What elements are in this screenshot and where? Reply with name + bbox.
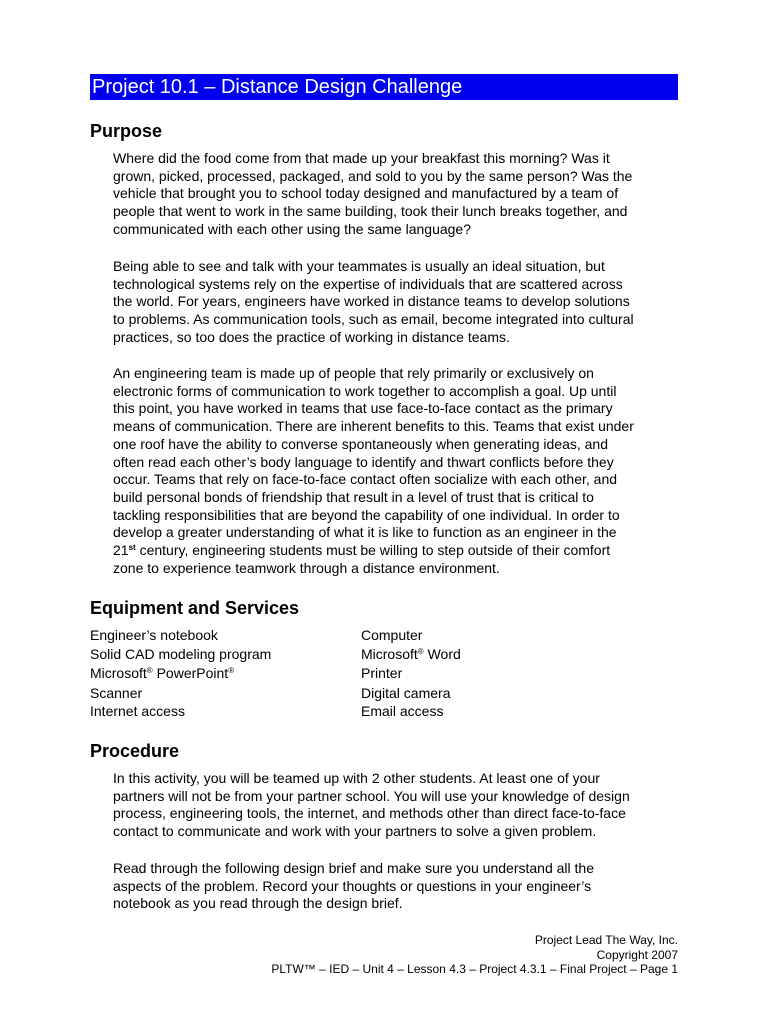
page-footer [271, 933, 678, 977]
text-line: grown, picked, processed, packaged, and sold to you by the same person? Was the [113, 167, 633, 184]
list-item: Engineer’s notebook [90, 627, 218, 643]
text-line: technological systems rely on the expertise of individuals that are scattered across [113, 275, 623, 292]
list-item: Email access [361, 702, 444, 719]
text-line: the world. For years, engineers have worked in distance teams to develop solutions [113, 293, 630, 310]
list-item: Printer [361, 665, 403, 682]
purpose-paragraph-1 [113, 150, 678, 239]
text-line: often read each other’s body language to identify and thwart conflicts before they [113, 453, 614, 470]
purpose-paragraph-2 [113, 258, 678, 347]
footer-copyright: Copyright 2007 [596, 947, 678, 962]
text-line: contact to communicate and work with your partners to solve a given problem. [113, 823, 597, 840]
procedure-heading: Procedure [90, 741, 180, 761]
registered-mark: ® [228, 666, 235, 676]
footer-organization: Project Lead The Way, Inc. [534, 933, 678, 947]
procedure-paragraph-2 [113, 860, 678, 913]
text-line: means of communication. There are inherent benefits to this. Teams that exist under [113, 418, 634, 435]
century-text: century, engineering students must be willing to step outside of their comfort [135, 542, 611, 559]
purpose-heading: Purpose [90, 121, 163, 141]
item-text: Microsoft [90, 665, 147, 682]
list-item: Scanner [90, 684, 143, 701]
text-line: zone to experience teamwork through a distance environment. [113, 559, 500, 576]
text-line: one roof have the ability to converse spontaneously when generating ideas, and [113, 435, 609, 452]
text-line: Being able to see and talk with your teammates is usually an ideal situation, but [113, 258, 605, 274]
item-text: Microsoft [361, 646, 418, 663]
text-line: people that went to work in the same building, took their lunch breaks together, and [113, 203, 628, 220]
item-text: Word [423, 646, 461, 663]
text-line: vehicle that brought you to school today designed and manufactured by a team of [113, 185, 619, 202]
purpose-paragraph-3 [113, 365, 678, 577]
text-line: this point, you have worked in teams that use face-to-face contact as the primary [113, 400, 613, 417]
registered-mark: ® [417, 647, 424, 657]
text-line: to problems. As communication tools, such as email, become integrated into cultural [113, 311, 634, 328]
list-item [90, 664, 271, 683]
item-text: PowerPoint [152, 665, 229, 682]
footer-page-info: PLTW™ – IED – Unit 4 – Lesson 4.3 – Project 4.3.1 – Final Project – Page 1 [271, 962, 678, 976]
text-line: tackling responsibilities that are beyond the capability of one individual. In order to [113, 506, 620, 523]
text-line: build personal bonds of friendship that result in a level of trust that is critical to [113, 488, 594, 505]
text-line: aspects of the problem. Record your thoughts or questions in your engineer’s [113, 877, 592, 894]
list-item: Internet access [90, 702, 185, 719]
list-item: Digital camera [361, 684, 451, 701]
procedure-paragraph-1 [113, 770, 678, 841]
page-title: Project 10.1 – Distance Design Challenge [90, 74, 678, 100]
text-line: Where did the food come from that made up your breakfast this morning? Was it [113, 150, 610, 166]
text-line: In this activity, you will be teamed up with 2 other students. At least one of your [113, 770, 600, 786]
text-line: occur. Teams that rely on face-to-face contact often socialize with each other, and [113, 471, 618, 488]
list-item: Computer [361, 627, 423, 643]
text-line: develop a greater understanding of what it is like to function as an engineer in the [113, 524, 617, 541]
text-line [113, 542, 678, 560]
equipment-list-right [361, 626, 461, 720]
text-line: partners will not be from your partner school. You will use your knowledge of design [113, 787, 630, 804]
text-line: electronic forms of communication to work together to accomplish a goal. Up until [113, 382, 617, 399]
text-line: Read through the following design brief and make sure you understand all the [113, 860, 594, 876]
registered-mark: ® [146, 666, 153, 676]
text-line: practices, so too does the practice of working in distance teams. [113, 328, 510, 345]
list-item: Solid CAD modeling program [90, 646, 272, 663]
ordinal-superscript: st [128, 543, 136, 553]
text-line: notebook as you read through the design brief. [113, 895, 403, 912]
equipment-list-left [90, 626, 271, 720]
equipment-heading: Equipment and Services [90, 598, 300, 618]
text-line: An engineering team is made up of people that rely primarily or exclusively on [113, 365, 594, 381]
list-item [361, 645, 461, 664]
century-number: 21 [113, 542, 129, 559]
text-line: process, engineering tools, the internet, and methods other than direct face-to-face [113, 805, 626, 822]
text-line: communicated with each other using the same language? [113, 220, 471, 237]
